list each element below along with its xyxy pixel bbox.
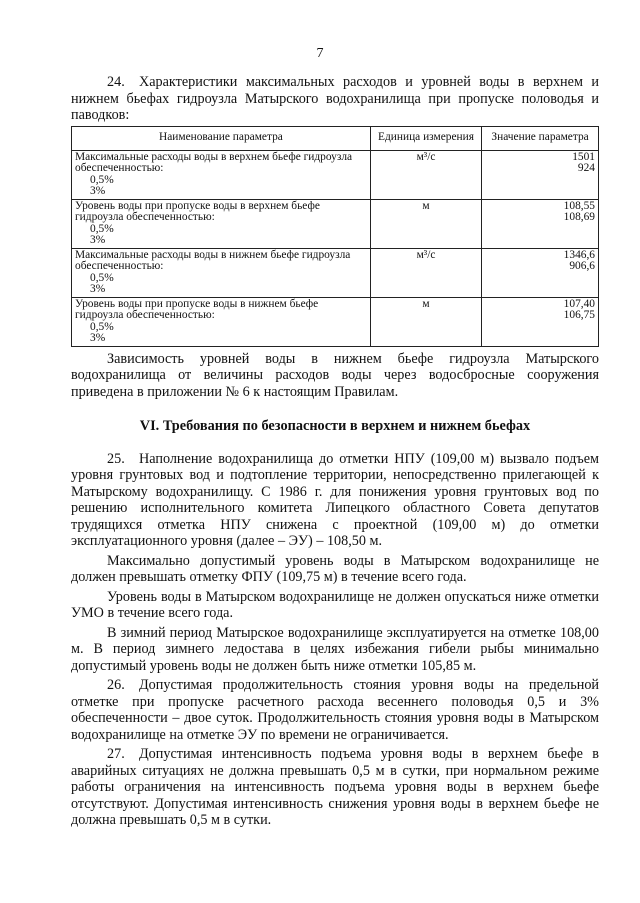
value: 1501	[572, 150, 595, 163]
section-title: VI. Требования по безопасности в верхнем и нижнем бьефах	[139, 418, 531, 434]
value: 906,6	[569, 260, 595, 272]
value-cell	[482, 150, 599, 199]
unit-cell: м³/с	[370, 248, 481, 297]
table-header-row	[72, 126, 599, 150]
item-text: Допустимая интенсивность подъема уровня воды в верхнем бьефе в аварийных ситуациях не должна превышать 0,5 м в сутки, при нормальном режиме работы ограничения на интенсивность подъема уровня воды в верхнем бьефе отсутствуют. Допустимая интенсивность снижения уровня воды в верхнем бьефе не должна превышать 0,5 м в сутки.	[71, 746, 599, 828]
probability-label: 0,5%	[90, 271, 114, 284]
paragraph-item-26	[71, 677, 599, 743]
value-cell	[482, 199, 599, 248]
paragraph-min-level: Уровень воды в Матырском водохранилище не должен опускаться ниже отметки УМО в течение всего года.	[71, 588, 599, 621]
unit-cell: м	[370, 199, 481, 248]
item-text: Наполнение водохранилища до отметки НПУ (109,00 м) вызвало подъем уровня грунтовых вод и подтопление территории, непосредственно прилегающей к Матырскому водохранилищу. С 1986 г. для понижения уровня грунтовых вод по решению исполнительного комитета Липецкого областного Совета депутатов трудящихся отметка НПУ снижена с проектной (109,00 м) до отметки эксплуатационного уровня (далее – ЭУ) – 108,50 м.	[71, 450, 599, 549]
document-body	[71, 74, 599, 829]
paragraph-item-24	[71, 74, 599, 124]
header-value: Значение параметра	[482, 126, 599, 150]
value-cell	[482, 297, 599, 346]
paragraph-after-table: Зависимость уровней воды в нижнем бьефе гидроузла Матырского водохранилища от величины расходов воды через водосбросные сооружения приведена в приложении № 6 к настоящим Правилам.	[71, 350, 599, 400]
value: 1346,6	[563, 248, 595, 261]
parameter-name-line: Максимальные расходы воды в нижнем бьефе гидроузла	[75, 248, 351, 261]
table-row	[72, 297, 599, 346]
paragraph-winter: В зимний период Матырское водохранилище эксплуатируется на отметке 108,00 м. В период зимнего ледостава в целях избежания гибели рыбы минимально допустимый уровень воды не должен быть ниже отметки 105,85 м.	[71, 624, 599, 674]
parameter-name-line: Уровень воды при пропуске воды в верхнем бьефе	[75, 199, 320, 212]
item-text: Допустимая продолжительность стояния уровня воды на предельной отметке при пропуске расчетного расхода весеннего половодья 0,5 и 3% обеспеченности – двое суток. Продолжительность стояния уровня воды в Матырском водохранилище на отметке ЭУ по времени не ограничивается.	[71, 677, 599, 743]
item-number: 27.	[107, 746, 125, 762]
header-unit: Единица измерения	[370, 126, 481, 150]
unit-cell: м	[370, 297, 481, 346]
table-row	[72, 199, 599, 248]
item-number: 24.	[107, 74, 125, 90]
parameters-table	[71, 126, 599, 347]
probability-label: 3%	[90, 283, 106, 295]
item-text: Характеристики максимальных расходов и уровней воды в верхнем и нижнем бьефах гидроузла Матырского водохранилища при пропуске половодья и паводков:	[71, 74, 599, 123]
item-number: 26.	[107, 677, 125, 693]
item-number: 25.	[107, 450, 125, 467]
unit-cell: м³/с	[370, 150, 481, 199]
probability-label: 0,5%	[90, 320, 114, 333]
table-row	[72, 248, 599, 297]
probability-label: 3%	[90, 234, 106, 246]
probability-label: 3%	[90, 185, 106, 197]
value: 924	[577, 162, 595, 174]
probability-label: 0,5%	[90, 222, 114, 235]
parameter-name-line: гидроузла обеспеченностью:	[75, 211, 215, 223]
paragraph-max-level: Максимально допустимый уровень воды в Матырском водохранилище не должен превышать отметку ФПУ (109,75 м) в течение всего года.	[71, 552, 599, 585]
parameter-name-cell	[72, 150, 371, 199]
probability-label: 3%	[90, 332, 106, 344]
parameter-name-line: Уровень воды при пропуске воды в нижнем бьефе	[75, 297, 319, 310]
parameter-name-line: обеспеченностью:	[75, 260, 164, 272]
parameter-name-line: Максимальные расходы воды в верхнем бьефе гидроузла	[75, 150, 353, 163]
parameter-name-cell	[72, 199, 371, 248]
probability-label: 0,5%	[90, 173, 114, 186]
parameter-name-line: гидроузла обеспеченностью:	[75, 309, 215, 321]
paragraph-item-25	[71, 451, 599, 550]
value: 107,40	[563, 297, 595, 310]
value: 108,69	[563, 211, 595, 223]
value: 106,75	[563, 309, 595, 321]
parameter-name-cell	[72, 248, 371, 297]
value-cell	[482, 248, 599, 297]
header-parameter-name: Наименование параметра	[72, 126, 371, 150]
value: 108,55	[563, 199, 595, 212]
parameter-name-line: обеспеченностью:	[75, 162, 164, 174]
page-number: 7	[316, 46, 324, 61]
paragraph-item-27	[71, 746, 599, 829]
parameter-name-cell	[72, 297, 371, 346]
table-row	[72, 150, 599, 199]
